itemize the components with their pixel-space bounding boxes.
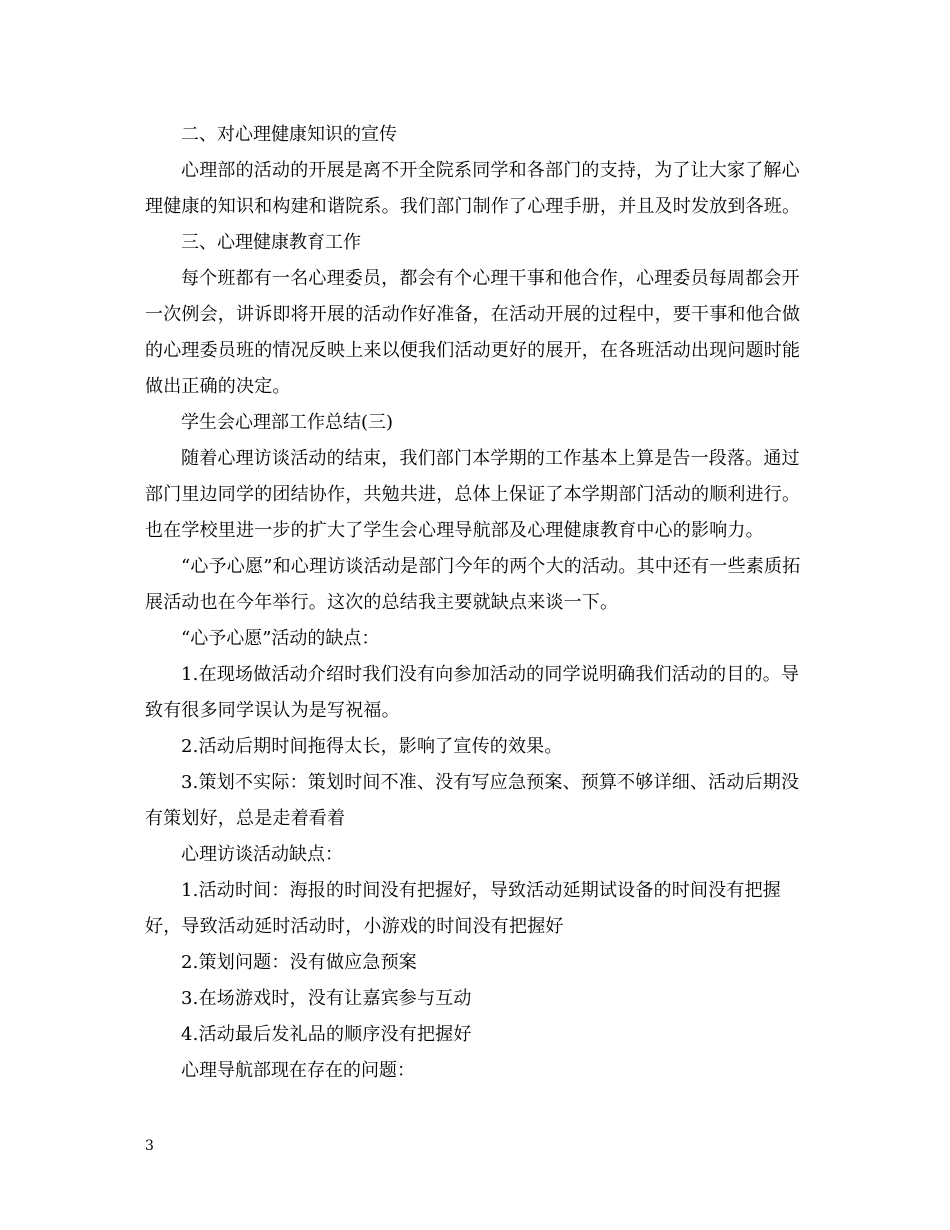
- list-item-interview-2: 2.策划问题：没有做应急预案: [181, 952, 417, 973]
- document-body: [145, 117, 810, 1089]
- list-item-interview-3: 3.在场游戏时，没有让嘉宾参与互动: [181, 988, 472, 1009]
- subheading-interview-shortcomings: 心理访谈活动缺点：: [181, 844, 343, 865]
- section-heading-summary-three: 学生会心理部工作总结(三): [181, 412, 394, 433]
- list-item-wish-1: 1.在现场做活动介绍时我们没有向参加活动的同学说明确我们活动的目的。导致有很多同学误认为是写祝福。: [145, 664, 800, 721]
- subheading-current-problems: 心理导航部现在存在的问题：: [181, 1060, 415, 1081]
- section-heading-publicity: 二、对心理健康知识的宣传: [181, 124, 397, 145]
- list-item-interview-1: 1.活动时间：海报的时间没有把握好，导致活动延期试设备的时间没有把握好，导致活动延时活动时，小游戏的时间没有把握好: [145, 880, 781, 937]
- paragraph-education: 每个班都有一名心理委员，都会有个心理干事和他合作，心理委员每周都会开一次例会，讲诉即将开展的活动作好准备，在活动开展的过程中，要干事和他合做的心理委员班的情况反映上来以便我们活动更好的展开，在各班活动出现问题时能做出正确的决定。: [145, 268, 801, 397]
- list-item-interview-4: 4.活动最后发礼品的顺序没有把握好: [181, 1024, 472, 1045]
- paragraph-publicity: 心理部的活动的开展是离不开全院系同学和各部门的支持，为了让大家了解心理健康的知识和构建和谐院系。我们部门制作了心理手册，并且及时发放到各班。: [145, 160, 801, 217]
- subheading-wish-activity-shortcomings: “心予心愿”活动的缺点：: [181, 628, 380, 649]
- paragraph-summary-intro: 随着心理访谈活动的结束，我们部门本学期的工作基本上算是告一段落。通过部门里边同学的团结协作，共勉共进，总体上保证了本学期部门活动的顺利进行。也在学校里进一步的扩大了学生会心理导航部及心理健康教育中心的影响力。: [145, 448, 801, 541]
- list-item-wish-2: 2.活动后期时间拖得太长，影响了宣传的效果。: [181, 736, 563, 757]
- section-heading-education: 三、心理健康教育工作: [181, 232, 361, 253]
- list-item-wish-3: 3.策划不实际：策划时间不准、没有写应急预案、预算不够详细、活动后期没有策划好，总是走着看着: [145, 772, 800, 829]
- paragraph-main-activities: “心予心愿”和心理访谈活动是部门今年的两个大的活动。其中还有一些素质拓展活动也在今年举行。这次的总结我主要就缺点来谈一下。: [145, 556, 801, 613]
- page-number: 3: [145, 1138, 154, 1154]
